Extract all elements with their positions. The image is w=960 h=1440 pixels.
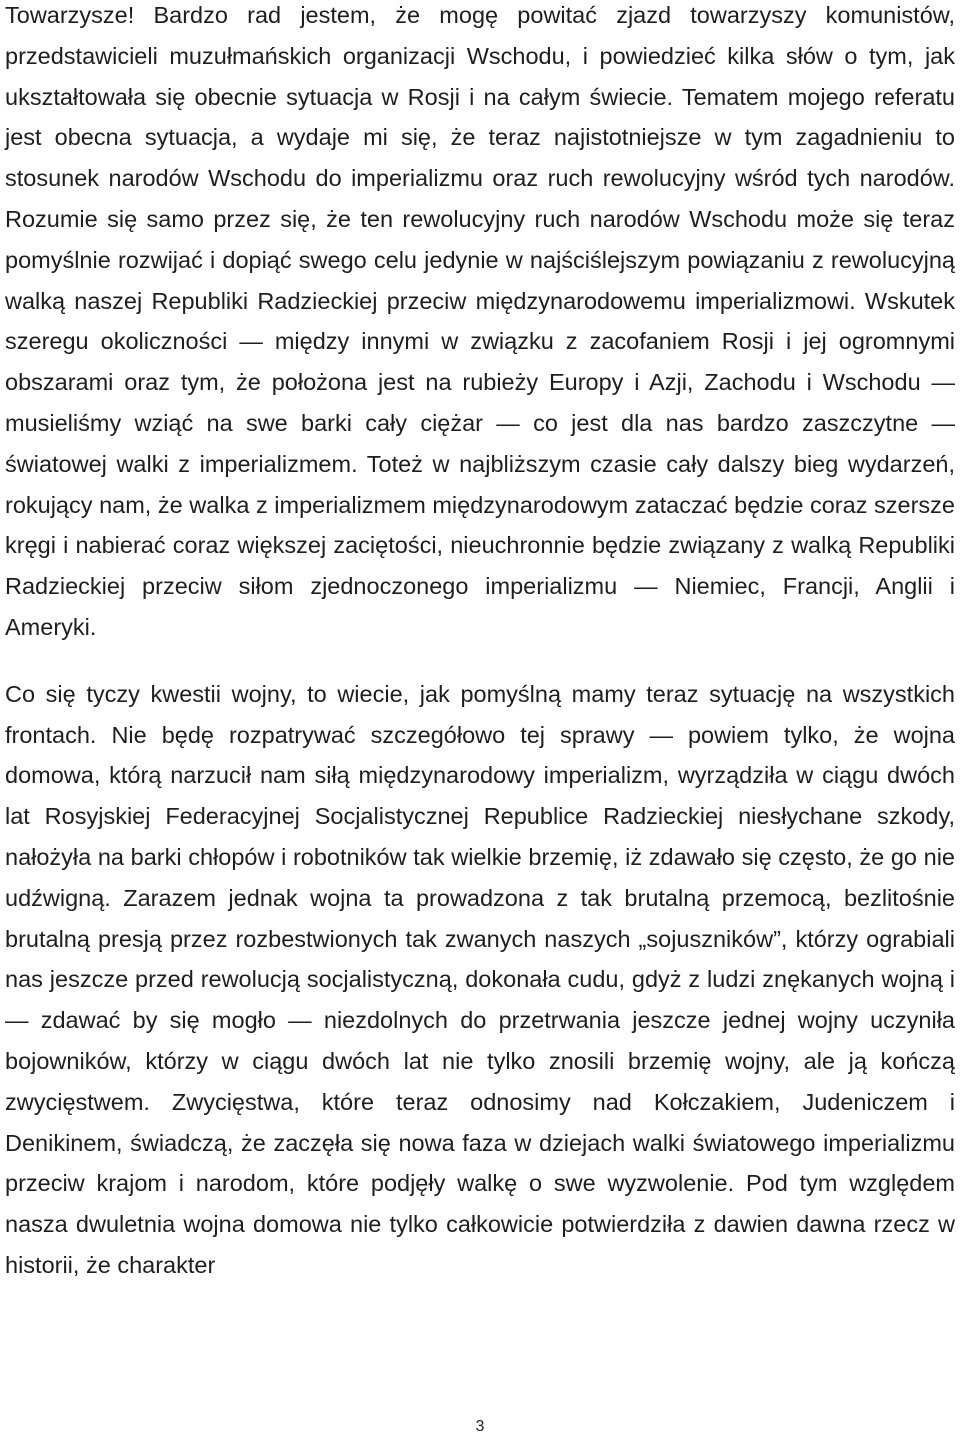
- page-number: 3: [475, 1418, 485, 1435]
- paragraph-2: Co się tyczy kwestii wojny, to wiecie, jak pomyślną mamy teraz sytuację na wszystkich frontach. Nie będę rozpatrywać szczegółowo tej sprawy — powiem tylko, że wojna domowa, którą narzucił nam siłą międzynarodowy imperializm, wyrządziła w ciągu dwóch lat Rosyjskiej Federacyjnej Socjalistycznej Republice Radzieckiej niesłychane szkody, nałożyła na barki chłopów i robotników tak wielkie brzemię, iż zdawało się często, że go nie udźwigną. Zarazem jednak wojna ta prowadzona z tak brutalną przemocą, bezlitośnie brutalną presją przez rozbestwionych tak zwanych naszych „sojuszników”, którzy ograbiali nas jeszcze przed rewolucją socjalistyczną, dokonała cudu, gdyż z ludzi znękanych wojną i — zdawać by się mogło — niezdolnych do przetrwania jeszcze jednej wojny uczyniła bojowników, którzy w ciągu dwóch lat nie tylko znosili brzemię wojny, ale ją kończą zwycięstwem. Zwycięstwa, które teraz odnosimy nad Kołczakiem, Judeniczem i Denikinem, świadczą, że zaczęła się nowa faza w dziejach walki światowego imperializmu przeciw krajom i narodom, które podjęły walkę o swe wyzwolenie. Pod tym względem nasza dwuletnia wojna domowa nie tylko całkowicie potwierdziła z dawien dawna rzecz w historii, że charakter: [5, 680, 955, 1278]
- document-page: [5, 0, 955, 1440]
- paragraph-1: Towarzysze! Bardzo rad jestem, że mogę powitać zjazd towarzyszy komunistów, przedstawicieli muzułmańskich organizacji Wschodu, i powiedzieć kilka słów o tym, jak ukształtowała się obecnie sytuacja w Rosji i na całym świecie. Tematem mojego referatu jest obecna sytuacja, a wydaje mi się, że teraz najistotniejsze w tym zagadnieniu to stosunek narodów Wschodu do imperializmu oraz ruch rewolucyjny wśród tych narodów. Rozumie się samo przez się, że ten rewolucyjny ruch narodów Wschodu może się teraz pomyślnie rozwijać i dopiąć swego celu jedynie w najściślejszym powiązaniu z rewolucyjną walką naszej Republiki Radzieckiej przeciw międzynarodowemu imperializmowi. Wskutek szeregu okoliczności — między innymi w związku z zacofaniem Rosji i jej ogromnymi obszarami oraz tym, że położona jest na rubieży Europy i Azji, Zachodu i Wschodu — musieliśmy wziąć na swe barki cały ciężar — co jest dla nas bardzo zaszczytne — światowej walki z imperializmem. Toteż w najbliższym czasie cały dalszy bieg wydarzeń, rokujący nam, że walka z imperializmem międzynarodowym zataczać będzie coraz szersze kręgi i nabierać coraz większej zaciętości, nieuchronnie będzie związany z walką Republiki Radzieckiej przeciw siłom zjednoczonego imperializmu — Niemiec, Francji, Anglii i Ameryki.: [5, 2, 955, 640]
